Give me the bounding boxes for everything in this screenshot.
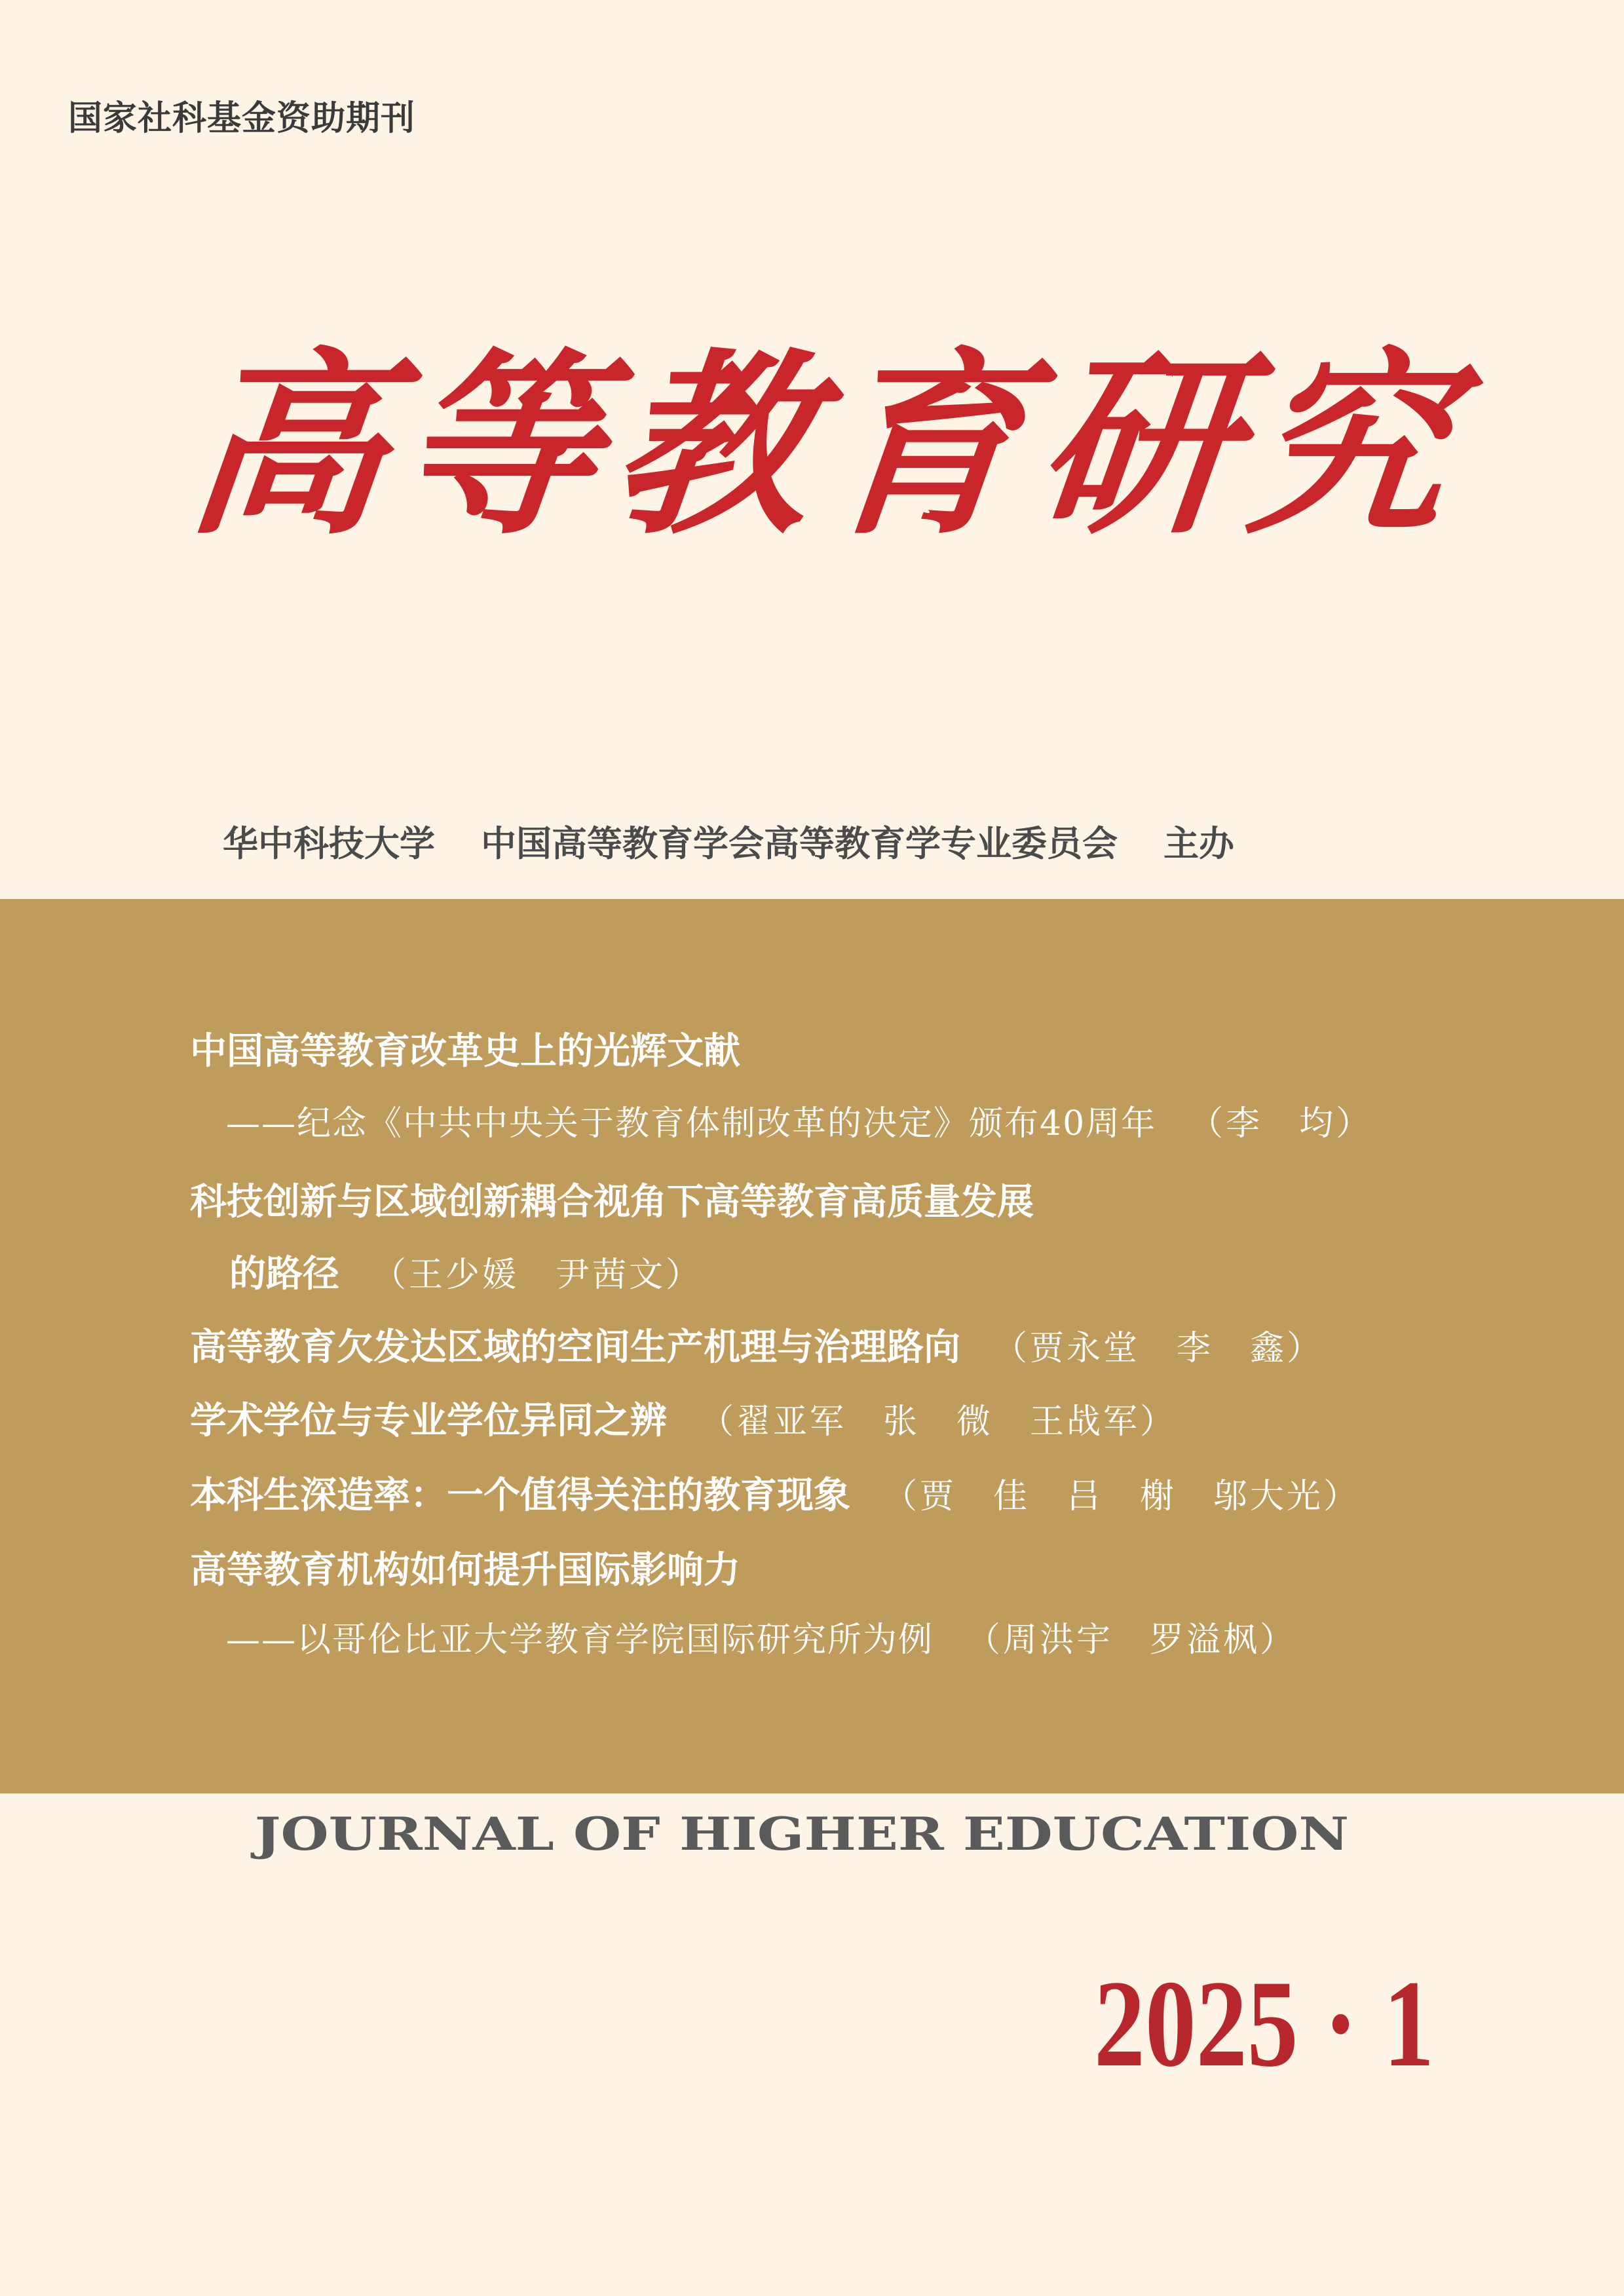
toc-title: 本科生深造率：一个值得关注的教育现象 [190, 1474, 850, 1517]
toc-item-6-subtitle [226, 1612, 1296, 1661]
toc-title: 的路径 [229, 1253, 339, 1295]
toc-subtitle: ——以哥伦比亚大学教育学院国际研究所为例 [226, 1620, 934, 1660]
issue-number: 2025 · 1 [1094, 1955, 1435, 2093]
journal-title-english: JOURNAL OF HIGHER EDUCATION [254, 1807, 1350, 1861]
toc-title: 学术学位与专业学位异同之辨 [190, 1400, 667, 1442]
toc-title: 高等教育机构如何提升国际影响力 [190, 1549, 740, 1592]
toc-item-1-title [190, 1022, 740, 1075]
toc-authors: （周洪宇 罗溢枫） [966, 1620, 1297, 1660]
sponsor-role: 主办 [1163, 823, 1234, 864]
toc-item-2-title [190, 1173, 1034, 1225]
toc-item-1-subtitle [226, 1096, 1372, 1145]
toc-authors: （贾永堂 李 鑫） [993, 1329, 1324, 1368]
sponsor-org-2: 中国高等教育学会高等教育学专业委员会 [481, 823, 1118, 864]
toc-subtitle: ——纪念《中共中央关于教育体制改革的决定》颁布40周年 [226, 1104, 1157, 1143]
toc-item-6-title [190, 1541, 740, 1594]
sponsors-line [223, 816, 1234, 866]
toc-item-4 [190, 1392, 1177, 1444]
toc-item-5 [190, 1466, 1360, 1519]
toc-item-2-title-cont [229, 1245, 702, 1297]
toc-authors: （翟亚军 张 微 王战军） [700, 1402, 1177, 1442]
toc-title: 科技创新与区域创新耦合视角下高等教育高质量发展 [190, 1181, 1034, 1223]
toc-authors: （李 均） [1189, 1104, 1373, 1143]
funding-label: 国家社科基金资助期刊 [68, 99, 416, 138]
toc-title: 高等教育欠发达区域的空间生产机理与治理路向 [190, 1326, 960, 1369]
table-of-contents-band [0, 899, 1624, 1793]
toc-title: 中国高等教育改革史上的光辉文献 [190, 1030, 740, 1073]
toc-authors: （贾 佳 吕 榭 邬大光） [883, 1477, 1361, 1516]
toc-item-3 [190, 1318, 1323, 1371]
sponsor-org-1: 华中科技大学 [223, 823, 435, 864]
toc-authors: （王少媛 尹茜文） [372, 1255, 703, 1295]
journal-title-calligraphy: 高等教育研究 [178, 330, 1476, 561]
